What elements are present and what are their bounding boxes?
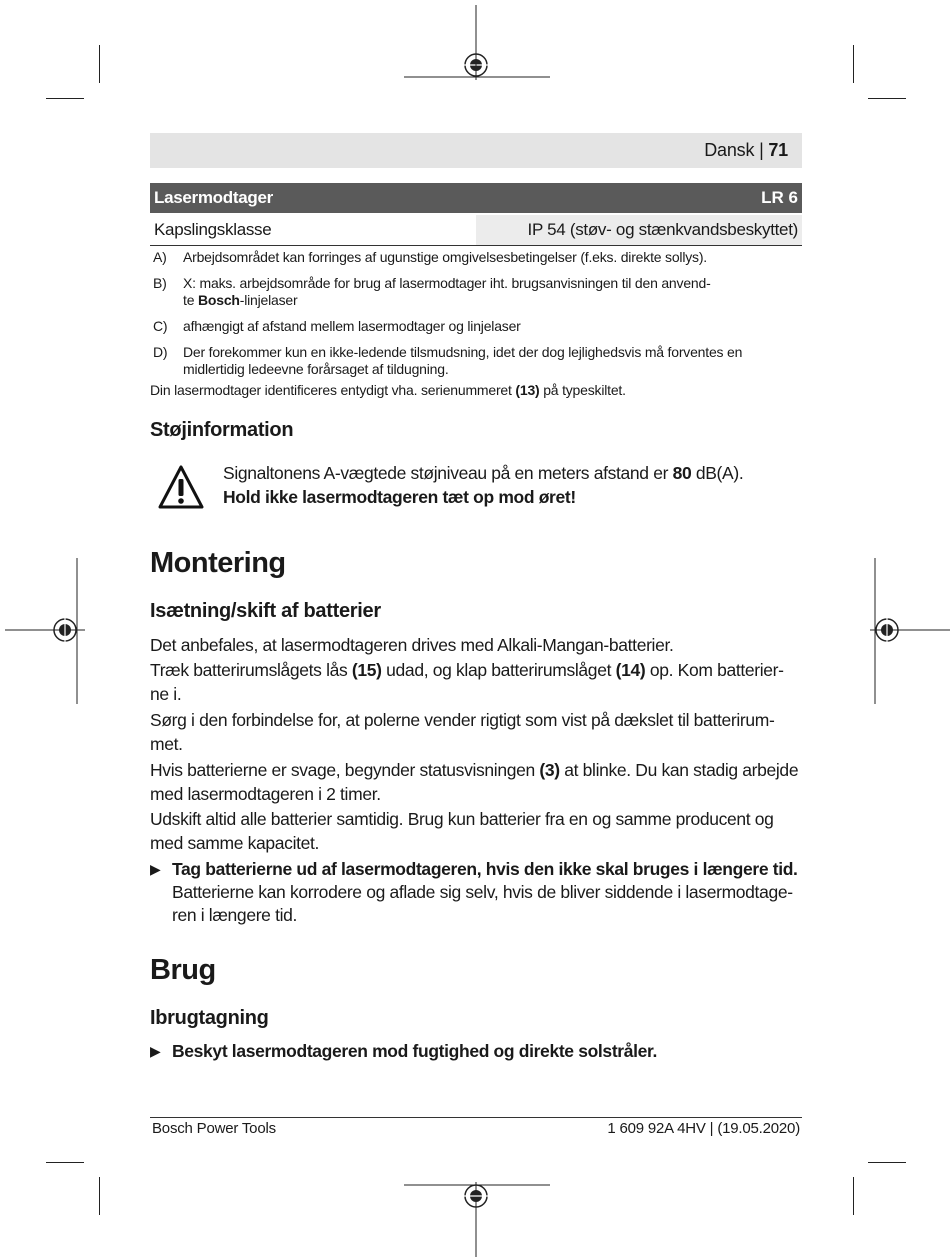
crop-mark: [868, 1162, 906, 1163]
warning-triangle-icon: [157, 464, 205, 510]
section-title-brug: Brug: [150, 954, 216, 986]
registration-mark-icon: [404, 1182, 550, 1257]
footnote-key: A): [153, 249, 167, 265]
spec-table-title: Lasermodtager: [154, 188, 273, 207]
crop-mark: [99, 45, 100, 83]
registration-mark-icon: [5, 558, 85, 704]
subsection-heading-batteries: Isætning/skift af batterier: [150, 600, 381, 622]
footnote-line: X: maks. arbejdsområde for brug af lasermodtager iht. brugsanvisningen til den anvend-: [183, 275, 711, 291]
footnote-key: C): [153, 318, 168, 334]
ref-number: (3): [539, 760, 560, 780]
crop-mark: [853, 45, 854, 83]
footer-brand: Bosch Power Tools: [152, 1120, 276, 1137]
footnote-text: [183, 344, 783, 378]
noise-info: [223, 461, 743, 509]
text-run: at blinke. Du kan stadig arbejde: [559, 760, 799, 780]
text-run: udad, og klap batterirumslåget: [381, 660, 616, 680]
section-title-montering: Montering: [150, 547, 286, 579]
noise-value: 80: [672, 463, 692, 483]
header-language: Dansk: [704, 140, 755, 160]
serial-note: [150, 382, 626, 398]
paragraph: [150, 708, 802, 756]
text-run: med samme kapacitet.: [150, 833, 320, 853]
ref-number: (15): [351, 660, 382, 680]
bullet-line: ren i længere tid.: [172, 905, 298, 925]
footnote: [150, 275, 802, 309]
footnote-line: midlertidig ledeevne forårsaget af tildugning.: [183, 361, 449, 377]
paragraph: Det anbefales, at lasermodtageren drives med Alkali-Mangan-batterier.: [150, 635, 674, 655]
text-run: Sørg i den forbindelse for, at polerne vender rigtigt som vist på dækslet til batterirum-: [150, 710, 775, 730]
serial-note-prefix: Din lasermodtager identificeres entydigt vha. serienummeret: [150, 382, 516, 398]
text-run: ne i.: [150, 684, 182, 704]
crop-mark: [99, 1177, 100, 1215]
safety-bullet: [150, 1040, 802, 1064]
header-separator: |: [759, 140, 764, 160]
crop-mark: [853, 1177, 854, 1215]
footnote: [150, 344, 802, 378]
bullet-text: [172, 858, 802, 927]
play-arrow-icon: ▶: [150, 1043, 161, 1059]
footnote-line: Der forekommer kun en ikke-ledende tilsmudsning, idet der dog lejlighedsvis må forventes en: [183, 344, 743, 360]
footnote: [150, 249, 802, 266]
paragraph: [150, 807, 802, 855]
brand-bosch: Bosch: [197, 292, 240, 308]
spec-table-model: LR 6: [761, 188, 798, 207]
crop-mark: [46, 1162, 84, 1163]
crop-mark: [868, 98, 906, 99]
footnote-line-prefix: te: [183, 292, 198, 308]
serial-note-suffix: på typeskiltet.: [539, 382, 626, 398]
page-number: 71: [768, 140, 788, 160]
text-run: med lasermodtageren i 2 timer.: [150, 784, 381, 804]
ref-number: (14): [615, 660, 646, 680]
footnote-text: [183, 275, 783, 309]
spec-table-header: [150, 183, 802, 213]
registration-mark-icon: [870, 558, 950, 704]
paragraph: [150, 658, 802, 706]
spec-table-row: [150, 215, 802, 246]
text-run: met.: [150, 734, 183, 754]
paragraph: [150, 758, 802, 806]
safety-bullet: [150, 858, 802, 928]
subsection-heading-ibrugtagning: Ibrugtagning: [150, 1007, 269, 1029]
footnote-text: Arbejdsområdet kan forringes af ugunstige omgivelsesbetingelser (f.eks. direkte sollys).: [183, 249, 707, 265]
footnote-text: afhængigt af afstand mellem lasermodtager og linjelaser: [183, 318, 521, 334]
footnote-key: B): [153, 275, 167, 291]
noise-line-suffix: dB(A).: [691, 463, 744, 483]
noise-line-prefix: Signaltonens A-vægtede støjniveau på en meters afstand er: [223, 463, 673, 483]
text-run: op. Kom batterier-: [645, 660, 784, 680]
footnote-line-suffix: -linjelaser: [239, 292, 298, 308]
section-heading-noise: Støjinformation: [150, 419, 294, 441]
footer-doc-number: 1 609 92A 4HV | (19.05.2020): [607, 1120, 800, 1137]
footnote-key: D): [153, 344, 168, 360]
crop-mark: [46, 98, 84, 99]
spec-row-value: IP 54 (støv- og stænkvandsbeskyttet): [527, 220, 798, 239]
play-arrow-icon: ▶: [150, 861, 161, 877]
text-run: Hvis batterierne er svage, begynder statusvisningen: [150, 760, 540, 780]
text-run: Træk batterirumslågets lås: [150, 660, 352, 680]
ref-number: (13): [515, 382, 540, 398]
page-header: [150, 133, 802, 168]
spec-row-label: Kapslingsklasse: [154, 220, 272, 239]
spec-row-value-cell: [476, 215, 802, 245]
registration-mark-icon: [404, 5, 550, 80]
footer-rule: [150, 1117, 802, 1118]
noise-warning: Hold ikke lasermodtageren tæt op mod øret!: [223, 487, 576, 507]
bullet-bold: Tag batterierne ud af lasermodtageren, hvis den ikke skal bruges i længere tid.: [172, 859, 798, 879]
footnote: [150, 318, 802, 335]
bullet-text: [172, 1040, 802, 1063]
page-header-text: [704, 140, 788, 161]
bullet-bold: Beskyt lasermodtageren mod fugtighed og direkte solstråler.: [172, 1041, 658, 1061]
bullet-line: Batterierne kan korrodere og aflade sig selv, hvis de bliver siddende i lasermodtage-: [172, 882, 793, 902]
text-run: Udskift altid alle batterier samtidig. Brug kun batterier fra en og samme producent og: [150, 809, 774, 829]
